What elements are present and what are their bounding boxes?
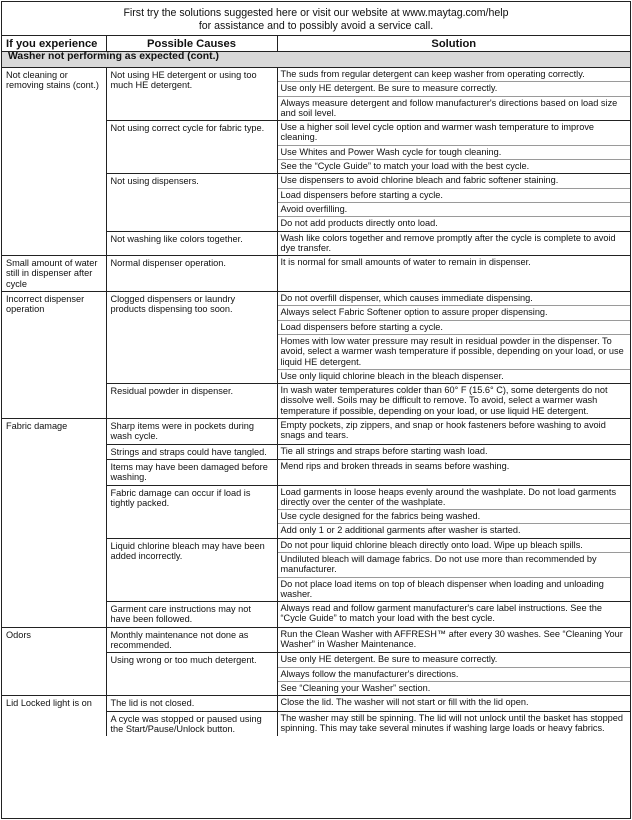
solution-cell: In wash water temperatures colder than 60° F (15.6° C), some detergents do not dissolve well. Soils may be difficult to remove. To avoid, select a warmer wash temperature if possible, depending on your load, or use liquid HE detergent. [277,384,630,419]
cause-cell: Garment care instructions may not have been followed. [106,602,277,628]
solution-cell: Add only 1 or 2 additional garments after washer is started. [277,524,630,538]
solution-cell: Wash like colors together and remove promptly after the cycle is complete to avoid dye transfer. [277,231,630,256]
solution-cell: Load garments in loose heaps evenly around the washplate. Do not load garments directly over the center of the washplate. [277,485,630,510]
header-causes: Possible Causes [106,36,277,52]
solution-cell: Run the Clean Washer with AFFRESH™ after every 30 washes. See “Cleaning Your Washer” in Washer Maintenance. [277,627,630,653]
table-row [2,419,630,445]
solution-cell: Mend rips and broken threads in seams before washing. [277,459,630,485]
solution-cell: The suds from regular detergent can keep washer from operating correctly. [277,68,630,82]
experience-cell: Fabric damage [2,419,106,628]
solution-cell: Always follow the manufacturer's directions. [277,667,630,681]
solution-cell: Homes with low water pressure may result in residual powder in the dispenser. To avoid, select a warmer wash temperature if possible, depending on your load, or use liquid HE detergent. [277,334,630,369]
experience-cell: Lid Locked light is on [2,696,106,736]
table-row [2,256,630,292]
solution-cell: Use cycle designed for the fabrics being washed. [277,510,630,524]
cause-cell: Strings and straps could have tangled. [106,444,277,459]
table-row [2,68,630,82]
solution-cell: Avoid overfilling. [277,202,630,216]
solution-cell: Use only HE detergent. Be sure to measure correctly. [277,82,630,96]
solution-cell: The washer may still be spinning. The lid will not unlock until the basket has stopped spinning. This may take several minutes if washing large loads or heavy fabrics. [280,712,624,733]
experience-cell: Incorrect dispenser operation [2,292,106,419]
solution-cell: Use only HE detergent. Be sure to measure correctly. [277,653,630,667]
cause-cell: Using wrong or too much detergent. [106,653,277,696]
section-title: Washer not performing as expected (cont.) [2,52,630,68]
solution-cell: Do not pour liquid chlorine bleach directly onto load. Wipe up bleach spills. [277,538,630,552]
experience-cell: Small amount of water still in dispenser after cycle [2,256,106,292]
header-solution: Solution [277,36,630,52]
solution-cell: Always select Fabric Softener option to assure proper dispensing. [277,306,630,320]
cause-cell: A cycle was stopped or paused using the Start/Pause/Unlock button. [106,711,277,736]
cause-cell: The lid is not closed. [106,696,277,711]
solution-cell: Use a higher soil level cycle option and warmer wash temperature to improve cleaning. [277,121,630,146]
solution-cell: Load dispensers before starting a cycle. [277,320,630,334]
solution-cell: Use only liquid chlorine bleach in the bleach dispenser. [277,369,630,383]
troubleshooting-page [1,1,631,819]
solution-cell: Use dispensers to avoid chlorine bleach and fabric softener staining. [277,174,630,188]
cause-cell: Residual powder in dispenser. [106,384,277,419]
cause-cell: Sharp items were in pockets during wash cycle. [106,419,277,445]
solution-cell: Do not place load items on top of bleach dispenser when loading and unloading washer. [277,577,630,602]
cause-cell: Clogged dispensers or laundry products dispensing too soon. [106,292,277,384]
intro-note [2,2,630,36]
table-row [2,696,630,711]
intro-line-1: First try the solutions suggested here or visit our website at www.maytag.com/help [123,7,509,19]
solution-cell: Do not overfill dispenser, which causes immediate dispensing. [277,292,630,306]
cause-cell: Fabric damage can occur if load is tightly packed. [106,485,277,538]
solution-cell: Undiluted bleach will damage fabrics. Do not use more than recommended by manufacturer. [277,552,630,577]
cause-cell: Not using HE detergent or using too much HE detergent. [106,68,277,121]
troubleshooting-table [2,36,630,736]
solution-cell: Always measure detergent and follow manufacturer's directions based on load size and soil level. [277,96,630,121]
solution-cell: It is normal for small amounts of water to remain in dispenser. [277,256,630,292]
cause-cell: Not using dispensers. [106,174,277,231]
solution-cell: See the “Cycle Guide” to match your load with the best cycle. [277,160,630,174]
table-row [2,292,630,306]
experience-cell: Odors [2,627,106,695]
experience-cell: Not cleaning or removing stains (cont.) [2,68,106,256]
solution-cell: Close the lid. The washer will not start or fill with the lid open. [277,696,630,711]
cause-cell: Items may have been damaged before washing. [106,459,277,485]
header-experience: If you experience [2,36,106,52]
solution-cell: Use Whites and Power Wash cycle for tough cleaning. [277,145,630,159]
solution-cell: Empty pockets, zip zippers, and snap or hook fasteners before washing to avoid snags and tears. [277,419,630,445]
solution-cell: Tie all strings and straps before starting wash load. [277,444,630,459]
intro-line-2: for assistance and to possibly avoid a service call. [198,19,434,32]
cause-cell: Liquid chlorine bleach may have been added incorrectly. [106,538,277,601]
cause-cell: Normal dispenser operation. [106,256,277,292]
solution-cell: Do not add products directly onto load. [277,217,630,231]
cause-cell: Not using correct cycle for fabric type. [106,121,277,174]
section-row [2,52,630,68]
solution-cell: Always read and follow garment manufacturer's care label instructions. See the “Cycle Guide” to match your load with the best cycle. [277,602,630,628]
header-row [2,36,630,52]
cause-cell: Monthly maintenance not done as recommended. [106,627,277,653]
solution-cell: Load dispensers before starting a cycle. [277,188,630,202]
cause-cell: Not washing like colors together. [106,231,277,256]
table-row [2,627,630,653]
solution-cell: See “Cleaning your Washer” section. [277,681,630,695]
